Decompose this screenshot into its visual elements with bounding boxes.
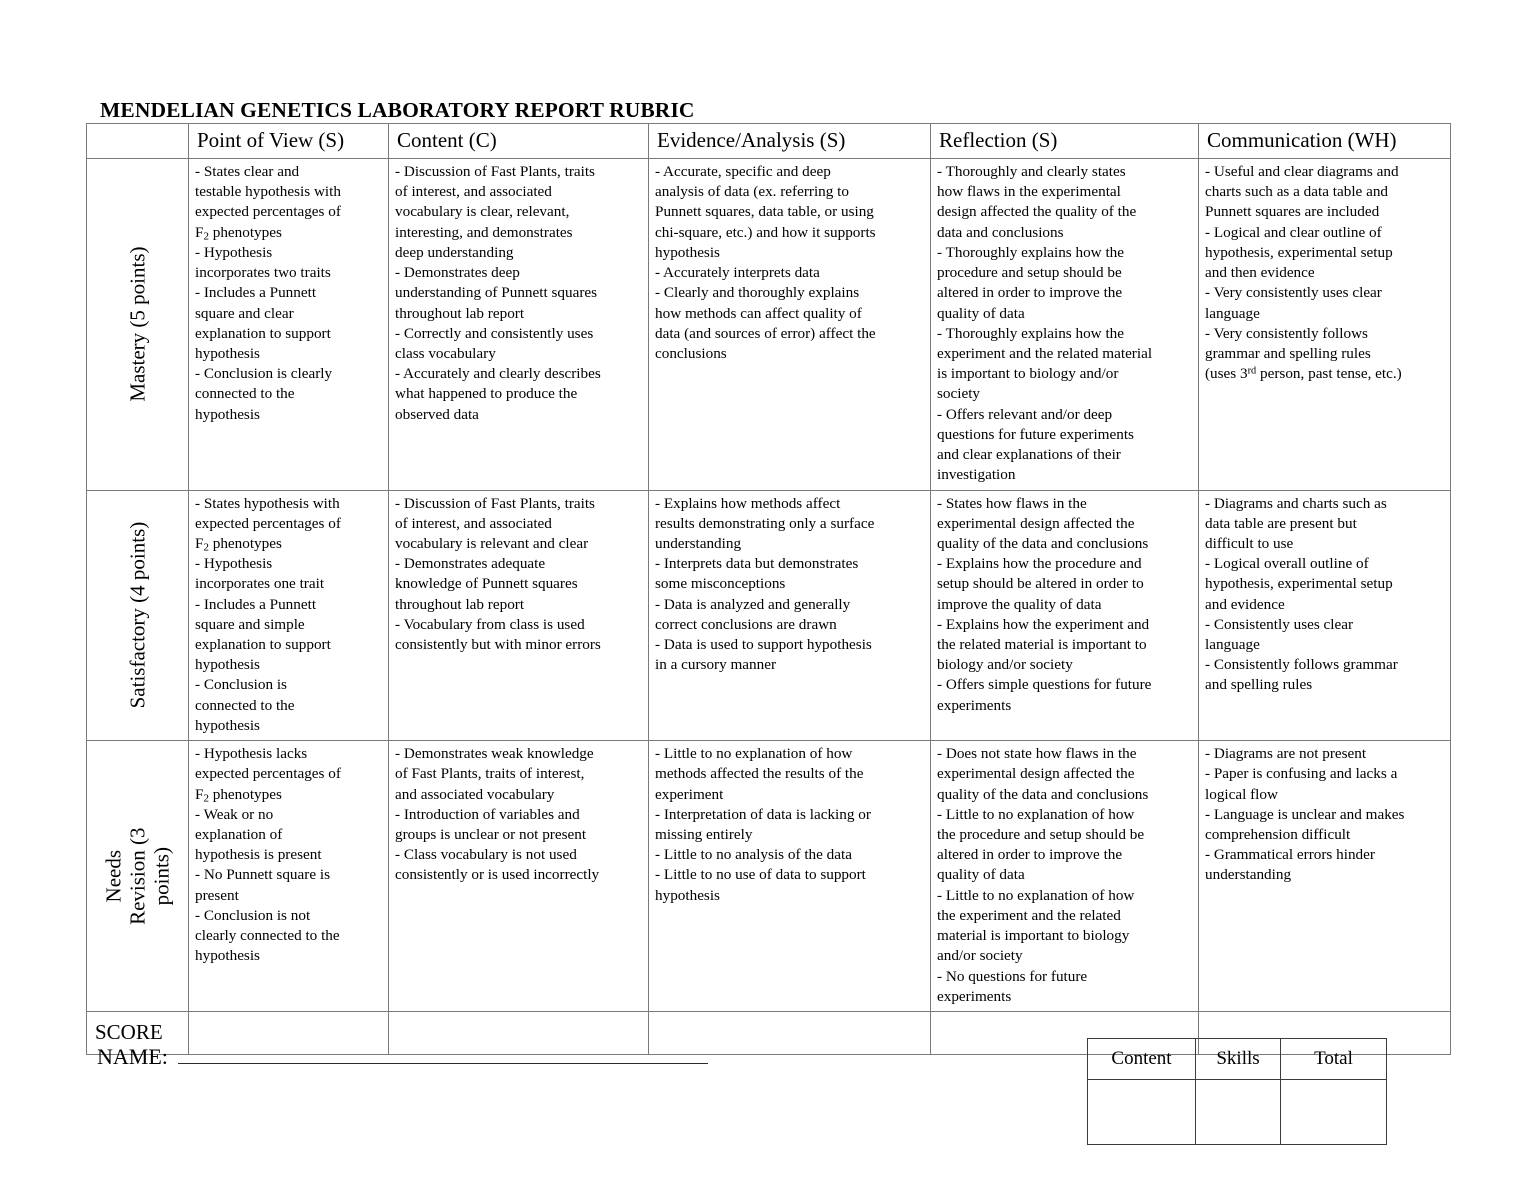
- row-label-mastery: [87, 159, 189, 491]
- cell-needs-revision-content: - Demonstrates weak knowledge of Fast Plants, traits of interest, and associated vocabulary - Introduction of variables and groups is unclear or not present - Class vocabulary is not used consistently or is used incorrectly: [389, 741, 649, 1012]
- total-score-box: [1087, 1038, 1387, 1145]
- name-label: NAME:: [97, 1044, 168, 1069]
- row-label-mastery-text: Mastery (5 points): [125, 246, 150, 402]
- column-header-reflection: Reflection (S): [931, 124, 1199, 159]
- cell-satisfactory-communication: - Diagrams and charts such as data table are present but difficult to use - Logical overall outline of hypothesis, experimental setup and evidence - Consistently uses clear language - Consistently follows grammar and spelling rules: [1199, 490, 1451, 741]
- total-box-header-row: [1088, 1039, 1387, 1080]
- header-corner-cell: [87, 124, 189, 159]
- cell-mastery-content: - Discussion of Fast Plants, traits of interest, and associated vocabulary is clear, relevant, interesting, and demonstrates deep understanding - Demonstrates deep understanding of Punnett squares throughout lab report - Correctly and consistently uses class vocabulary - Accurately and clearly describes what happened to produce the observed data: [389, 159, 649, 491]
- total-box-header-total: Total: [1281, 1039, 1387, 1080]
- cell-mastery-evidence-analysis: - Accurate, specific and deep analysis of data (ex. referring to Punnett squares, data table, or using chi-square, etc.) and how it supports hypothesis - Accurately interprets data - Clearly and thoroughly explains how methods can affect quality of data (and sources of error) affect the conclusions: [649, 159, 931, 491]
- rubric-row-needs-revision: [87, 741, 1451, 1012]
- column-header-evidence-analysis: Evidence/Analysis (S): [649, 124, 931, 159]
- name-field-row: [97, 1043, 708, 1070]
- row-label-satisfactory: [87, 490, 189, 741]
- rubric-header-row: [87, 124, 1451, 159]
- column-header-communication: Communication (WH): [1199, 124, 1451, 159]
- column-header-content: Content (C): [389, 124, 649, 159]
- cell-needs-revision-reflection: - Does not state how flaws in the experimental design affected the quality of the data and conclusions - Little to no explanation of how the procedure and setup should be altered in order to improve the quality of data - Little to no explanation of how the experiment and the related material is important to biology and/or society - No questions for future experiments: [931, 741, 1199, 1012]
- cell-satisfactory-evidence-analysis: - Explains how methods affect results demonstrating only a surface understanding - Interprets data but demonstrates some misconceptions - Data is analyzed and generally correct conclusions are drawn - Data is used to support hypothesis in a cursory manner: [649, 490, 931, 741]
- cell-mastery-point-of-view: - States clear and testable hypothesis with expected percentages of $F_2$ phenotypes - Hypothesis incorporates two traits - Includes a Punnett square and clear explanation to support hypothesis - Conclusion is clearly connected to the hypothesis: [189, 159, 389, 491]
- cell-mastery-reflection: - Thoroughly and clearly states how flaws in the experimental design affected the quality of the data and conclusions - Thoroughly explains how the procedure and setup should be altered in order to improve the quality of data - Thoroughly explains how the experiment and the related material is important to biology and/or society - Offers relevant and/or deep questions for future experiments and clear explanations of their investigation: [931, 159, 1199, 491]
- name-input[interactable]: [178, 1043, 708, 1064]
- rubric-row-satisfactory: [87, 490, 1451, 741]
- total-box-header-content: Content: [1088, 1039, 1196, 1080]
- total-box-header-skills: Skills: [1196, 1039, 1281, 1080]
- cell-satisfactory-reflection: - States how flaws in the experimental design affected the quality of the data and conclusions - Explains how the procedure and setup should be altered in order to improve the quality of data - Explains how the experiment and the related material is important to biology and/or society - Offers simple questions for future experiments: [931, 490, 1199, 741]
- score-row-label: SCORE: [87, 1011, 189, 1054]
- total-box-value-content[interactable]: [1088, 1080, 1196, 1145]
- cell-satisfactory-point-of-view: - States hypothesis with expected percentages of $F_2$ phenotypes - Hypothesis incorporates one trait - Includes a Punnett square and simple explanation to support hypothesis - Conclusion is connected to the hypothesis: [189, 490, 389, 741]
- total-box-value-skills[interactable]: [1196, 1080, 1281, 1145]
- row-label-satisfactory-text: Satisfactory (4 points): [125, 521, 150, 709]
- row-label-needs-revision: [87, 741, 189, 1012]
- column-header-point-of-view: Point of View (S): [189, 124, 389, 159]
- cell-needs-revision-point-of-view: - Hypothesis lacks expected percentages of $F_2$ phenotypes - Weak or no explanation of hypothesis is present - No Punnett square is present - Conclusion is not clearly connected to the hypothesis: [189, 741, 389, 1012]
- cell-needs-revision-communication: - Diagrams are not present - Paper is confusing and lacks a logical flow - Language is unclear and makes comprehension difficult - Grammatical errors hinder understanding: [1199, 741, 1451, 1012]
- total-box-value-total[interactable]: [1281, 1080, 1387, 1145]
- rubric-table: [86, 123, 1451, 1055]
- cell-mastery-communication: - Useful and clear diagrams and charts such as a data table and Punnett squares are included - Logical and clear outline of hypothesis, experimental setup and then evidence - Very consistently uses clear language - Very consistently follows grammar and spelling rules (uses 3rd person, past tense, etc.): [1199, 159, 1451, 491]
- cell-satisfactory-content: - Discussion of Fast Plants, traits of interest, and associated vocabulary is relevant and clear - Demonstrates adequate knowledge of Punnett squares throughout lab report - Vocabulary from class is used consistently but with minor errors: [389, 490, 649, 741]
- rubric-row-mastery: [87, 159, 1451, 491]
- cell-needs-revision-evidence-analysis: - Little to no explanation of how methods affected the results of the experiment - Interpretation of data is lacking or missing entirely - Little to no analysis of the data - Little to no use of data to support hypothesis: [649, 741, 931, 1012]
- page-title: MENDELIAN GENETICS LABORATORY REPORT RUBRIC: [100, 98, 695, 122]
- row-label-needs-revision-text: Needs Revision (3 points): [101, 827, 174, 925]
- total-box-value-row: [1088, 1080, 1387, 1145]
